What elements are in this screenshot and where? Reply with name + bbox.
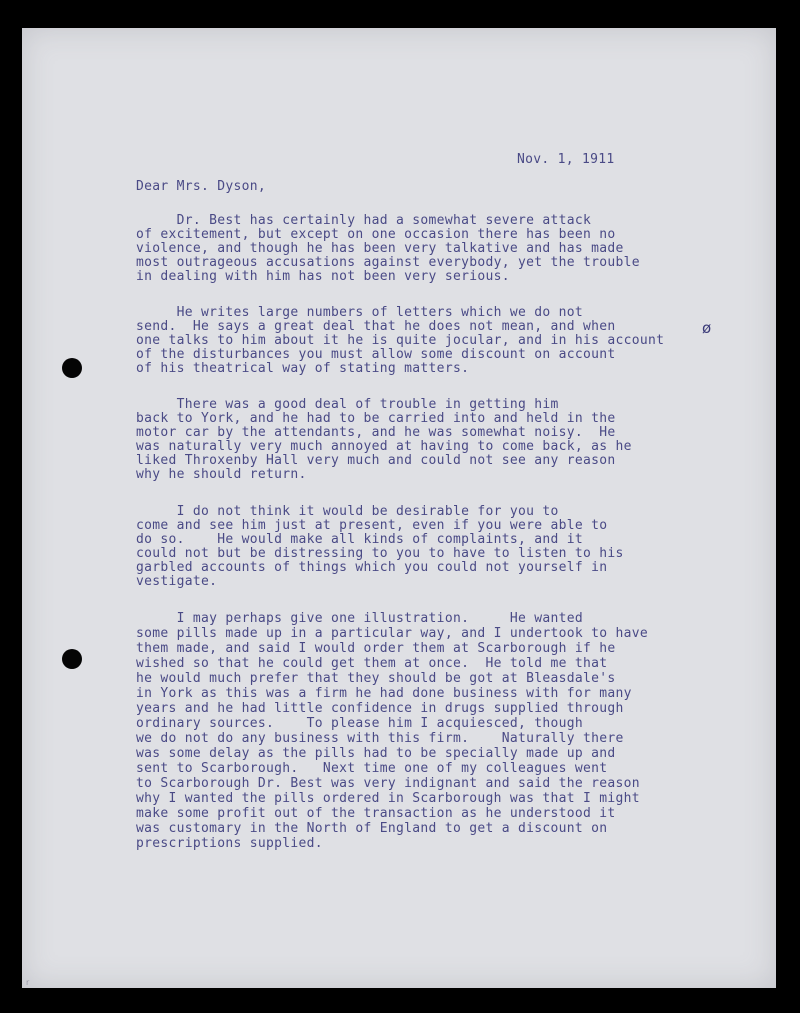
paragraph-line: we do not do any business with this firm. Naturally there <box>136 731 624 746</box>
paragraph-line: garbled accounts of things which you could not yourself in <box>136 560 608 575</box>
paragraph-line: sent to Scarborough. Next time one of my colleagues went <box>136 761 608 776</box>
paragraph-line: prescriptions supplied. <box>136 836 323 851</box>
corner-mark: r <box>26 978 30 987</box>
paragraph-line: There was a good deal of trouble in getting him <box>136 397 559 412</box>
typed-letter <box>22 28 776 988</box>
paragraph-line: I may perhaps give one illustration. He wanted <box>136 611 583 626</box>
paragraph-line: wished so that he could get them at once. He told me that <box>136 656 608 671</box>
margin-mark: ø <box>702 319 712 337</box>
paragraph-line: of his theatrical way of stating matters. <box>136 361 470 376</box>
paragraph-line: to Scarborough Dr. Best was very indignant and said the reason <box>136 776 640 791</box>
letter-sheet <box>22 28 776 988</box>
paragraph-line: violence, and though he has been very talkative and has made <box>136 241 624 256</box>
paragraph-line: motor car by the attendants, and he was somewhat noisy. He <box>136 425 616 440</box>
paragraph-line: was naturally very much annoyed at having to come back, as he <box>136 439 632 454</box>
paragraph-line: could not but be distressing to you to have to listen to his <box>136 546 624 561</box>
paragraph-line: why he should return. <box>136 467 307 482</box>
paragraph-line: most outrageous accusations against everybody, yet the trouble <box>136 255 640 270</box>
paragraph-line: some pills made up in a particular way, and I undertook to have <box>136 626 648 641</box>
paragraph-line: years and he had little confidence in drugs supplied through <box>136 701 624 716</box>
paragraph-line: I do not think it would be desirable for you to <box>136 504 559 519</box>
paragraph-line: of the disturbances you must allow some discount on account <box>136 347 616 362</box>
paragraph-line: ordinary sources. To please him I acquiesced, though <box>136 716 583 731</box>
paragraph-line: do so. He would make all kinds of complaints, and it <box>136 532 583 547</box>
paragraph-line: why I wanted the pills ordered in Scarborough was that I might <box>136 791 640 806</box>
paragraph-line: was some delay as the pills had to be specially made up and <box>136 746 616 761</box>
salutation: Dear Mrs. Dyson, <box>136 179 267 194</box>
letter-date: Nov. 1, 1911 <box>517 152 615 167</box>
paragraph-line: come and see him just at present, even if you were able to <box>136 518 608 533</box>
paragraph-line: Dr. Best has certainly had a somewhat severe attack <box>136 213 592 228</box>
paragraph-line: liked Throxenby Hall very much and could not see any reason <box>136 453 616 468</box>
paragraph-line: back to York, and he had to be carried into and held in the <box>136 411 616 426</box>
paragraph-line: send. He says a great deal that he does not mean, and when <box>136 319 616 334</box>
paragraph-line: in dealing with him has not been very serious. <box>136 269 510 284</box>
paragraph-line: He writes large numbers of letters which we do not <box>136 305 583 320</box>
paragraph-line: was customary in the North of England to get a discount on <box>136 821 608 836</box>
paragraph-line: make some profit out of the transaction as he understood it <box>136 806 616 821</box>
paragraph-line: of excitement, but except on one occasion there has been no <box>136 227 616 242</box>
paragraph-line: them made, and said I would order them at Scarborough if he <box>136 641 616 656</box>
paragraph-line: vestigate. <box>136 574 218 589</box>
paragraph-line: he would much prefer that they should be got at Bleasdale's <box>136 671 616 686</box>
paragraph-line: in York as this was a firm he had done business with for many <box>136 686 632 701</box>
paragraph-line: one talks to him about it he is quite jocular, and in his account <box>136 333 665 348</box>
